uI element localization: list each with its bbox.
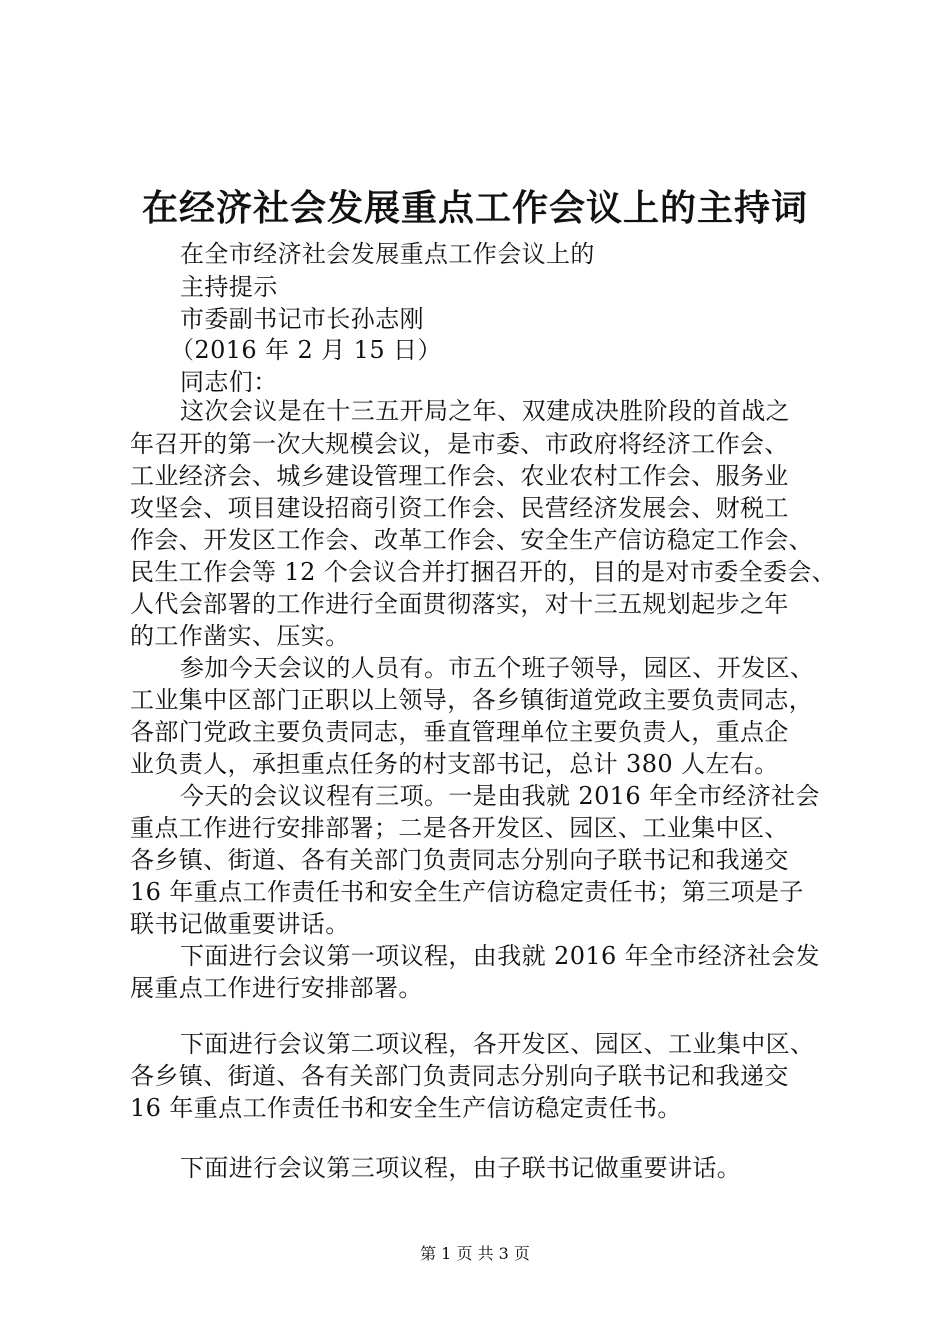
paragraph-1-line: 这次会议是在十三五开局之年、双建成决胜阶段的首战之 xyxy=(180,397,790,425)
paragraph-5-line: 各乡镇、街道、各有关部门负责同志分别向子联书记和我递交 xyxy=(130,1062,789,1090)
paragraph-5-line: 16 年重点工作责任书和安全生产信访稳定责任书。 xyxy=(130,1094,682,1122)
paragraph-3-line: 重点工作进行安排部署；二是各开发区、园区、工业集中区、 xyxy=(130,814,789,842)
paragraph-2-line: 参加今天会议的人员有。市五个班子领导，园区、开发区、 xyxy=(180,654,815,682)
header-line-salutation: 同志们： xyxy=(180,368,278,396)
paragraph-1-line: 年召开的第一次大规模会议，是市委、市政府将经济工作会、 xyxy=(130,430,789,458)
paragraph-4-line: 展重点工作进行安排部署。 xyxy=(130,974,423,1002)
paragraph-3-line: 今天的会议议程有三项。一是由我就 2016 年全市经济社会 xyxy=(180,782,820,810)
paragraph-2-line: 各部门党政主要负责同志，垂直管理单位主要负责人，重点企 xyxy=(130,718,789,746)
paragraph-3-line: 16 年重点工作责任书和安全生产信访稳定责任书；第三项是子 xyxy=(130,878,804,906)
header-line-date: （2016 年 2 月 15 日） xyxy=(170,336,442,364)
header-line-speaker: 市委副书记市长孙志刚 xyxy=(180,305,424,333)
paragraph-4-line: 下面进行会议第一项议程，由我就 2016 年全市经济社会发 xyxy=(180,942,820,970)
paragraph-3-line: 联书记做重要讲话。 xyxy=(130,910,350,938)
paragraph-5-line: 下面进行会议第二项议程，各开发区、园区、工业集中区、 xyxy=(180,1030,815,1058)
paragraph-6-line: 下面进行会议第三项议程，由子联书记做重要讲话。 xyxy=(180,1154,742,1182)
paragraph-2-line: 工业集中区部门正职以上领导，各乡镇街道党政主要负责同志， xyxy=(130,686,814,714)
paragraph-1-line: 工业经济会、城乡建设管理工作会、农业农村工作会、服务业 xyxy=(130,462,789,490)
page-number-footer: 第 1 页 共 3 页 xyxy=(420,1244,530,1263)
paragraph-2-line: 业负责人，承担重点任务的村支部书记，总计 380 人左右。 xyxy=(130,750,779,778)
paragraph-1-line: 攻坚会、项目建设招商引资工作会、民营经济发展会、财税工 xyxy=(130,494,789,522)
paragraph-1-line: 民生工作会等 12 个会议合并打捆召开的，目的是对市委全委会、 xyxy=(130,558,837,586)
paragraph-1-line: 人代会部署的工作进行全面贯彻落实，对十三五规划起步之年 xyxy=(130,590,789,618)
paragraph-1-line: 的工作凿实、压实。 xyxy=(130,622,350,650)
document-title: 在经济社会发展重点工作会议上的主持词 xyxy=(141,187,808,229)
paragraph-1-line: 作会、开发区工作会、改革工作会、安全生产信访稳定工作会、 xyxy=(130,526,814,554)
header-line-event: 在全市经济社会发展重点工作会议上的 xyxy=(180,240,595,268)
paragraph-3-line: 各乡镇、街道、各有关部门负责同志分别向子联书记和我递交 xyxy=(130,846,789,874)
header-line-subtitle: 主持提示 xyxy=(180,273,278,301)
